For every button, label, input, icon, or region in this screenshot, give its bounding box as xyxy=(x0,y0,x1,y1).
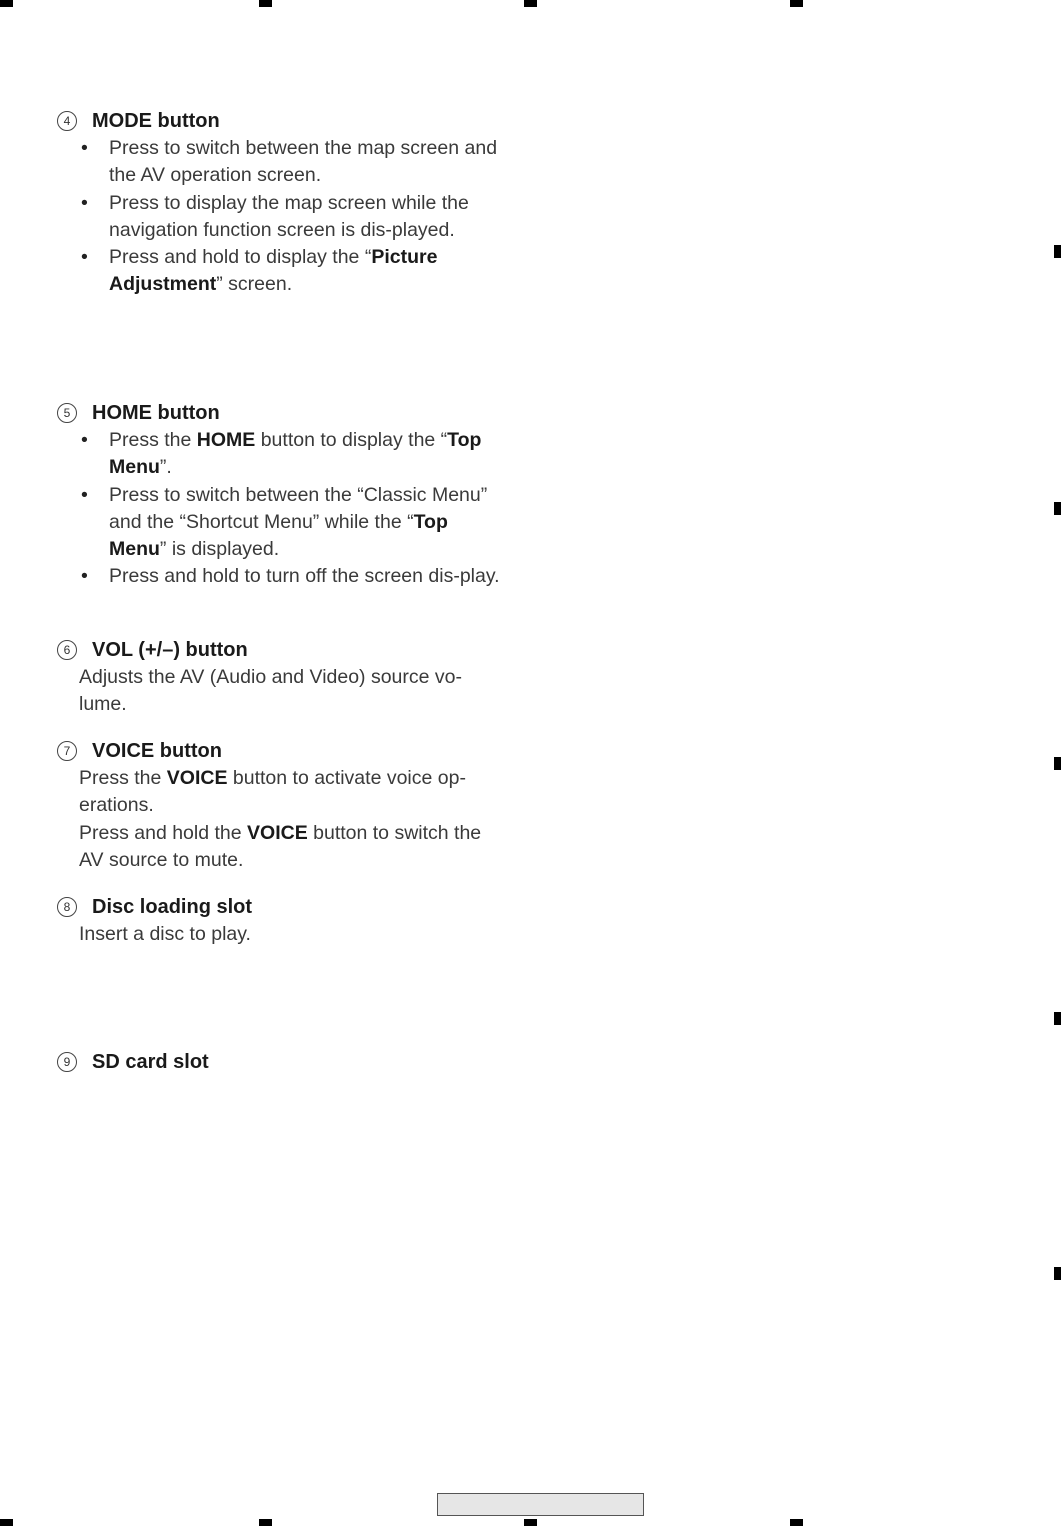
section-title: VOL (+/–) button xyxy=(92,639,248,661)
section-text: Press the VOICE button to activate voice op-erations. xyxy=(79,767,466,817)
section-heading xyxy=(57,1049,507,1075)
circled-number: 9 xyxy=(57,1052,77,1072)
registration-mark xyxy=(1054,502,1061,515)
circled-number: 8 xyxy=(57,897,77,917)
circled-number: 5 xyxy=(57,403,77,423)
section-mode-button xyxy=(57,108,507,299)
section-vol-button xyxy=(57,637,507,719)
bullet-item: • Press to switch between the “Classic Menu” and the “Shortcut Menu” while the “Top Menu” is displayed. xyxy=(57,482,507,564)
bullet-item: • Press and hold to turn off the screen dis-play. xyxy=(57,563,507,590)
section-title: Disc loading slot xyxy=(92,896,253,918)
page-number-box xyxy=(437,1493,644,1516)
bullet-item: • Press the HOME button to display the “Top Menu”. xyxy=(57,427,507,482)
registration-mark xyxy=(790,0,803,7)
section-voice-button xyxy=(57,738,507,874)
circled-number: 4 xyxy=(57,111,77,131)
registration-mark xyxy=(1054,1267,1061,1280)
bullet-item: • Press and hold to display the “Picture Adjustment” screen. xyxy=(57,244,507,299)
section-text: Press and hold the VOICE button to switch the AV source to mute. xyxy=(79,821,482,871)
section-home-button xyxy=(57,400,507,591)
section-title: MODE button xyxy=(92,110,220,132)
bullet-list xyxy=(57,135,507,299)
circled-number: 6 xyxy=(57,640,77,660)
section-heading xyxy=(57,738,507,764)
registration-mark xyxy=(0,1519,13,1526)
registration-mark xyxy=(524,1519,537,1526)
section-heading xyxy=(57,894,507,920)
section-sd-slot xyxy=(57,1049,507,1075)
bullet-item: • Press to display the map screen while the navigation function screen is dis-played. xyxy=(57,190,507,245)
section-heading xyxy=(57,400,507,426)
section-title: SD card slot xyxy=(92,1051,209,1073)
registration-mark xyxy=(259,1519,272,1526)
section-disc-slot xyxy=(57,894,507,948)
bullet-item: • Press to switch between the map screen and the AV operation screen. xyxy=(57,135,507,190)
section-heading xyxy=(57,637,507,663)
circled-number: 7 xyxy=(57,741,77,761)
registration-mark xyxy=(1054,245,1061,258)
bullet-list xyxy=(57,427,507,591)
section-text: Insert a disc to play. xyxy=(79,923,251,945)
registration-mark xyxy=(790,1519,803,1526)
registration-mark xyxy=(1054,757,1061,770)
section-title: HOME button xyxy=(92,402,220,424)
section-heading xyxy=(57,108,507,134)
registration-mark xyxy=(259,0,272,7)
registration-mark xyxy=(0,0,13,7)
section-text: Adjusts the AV (Audio and Video) source vo-lume. xyxy=(79,666,463,716)
section-title: VOICE button xyxy=(92,740,222,762)
registration-mark xyxy=(524,0,537,7)
registration-mark xyxy=(1054,1012,1061,1025)
